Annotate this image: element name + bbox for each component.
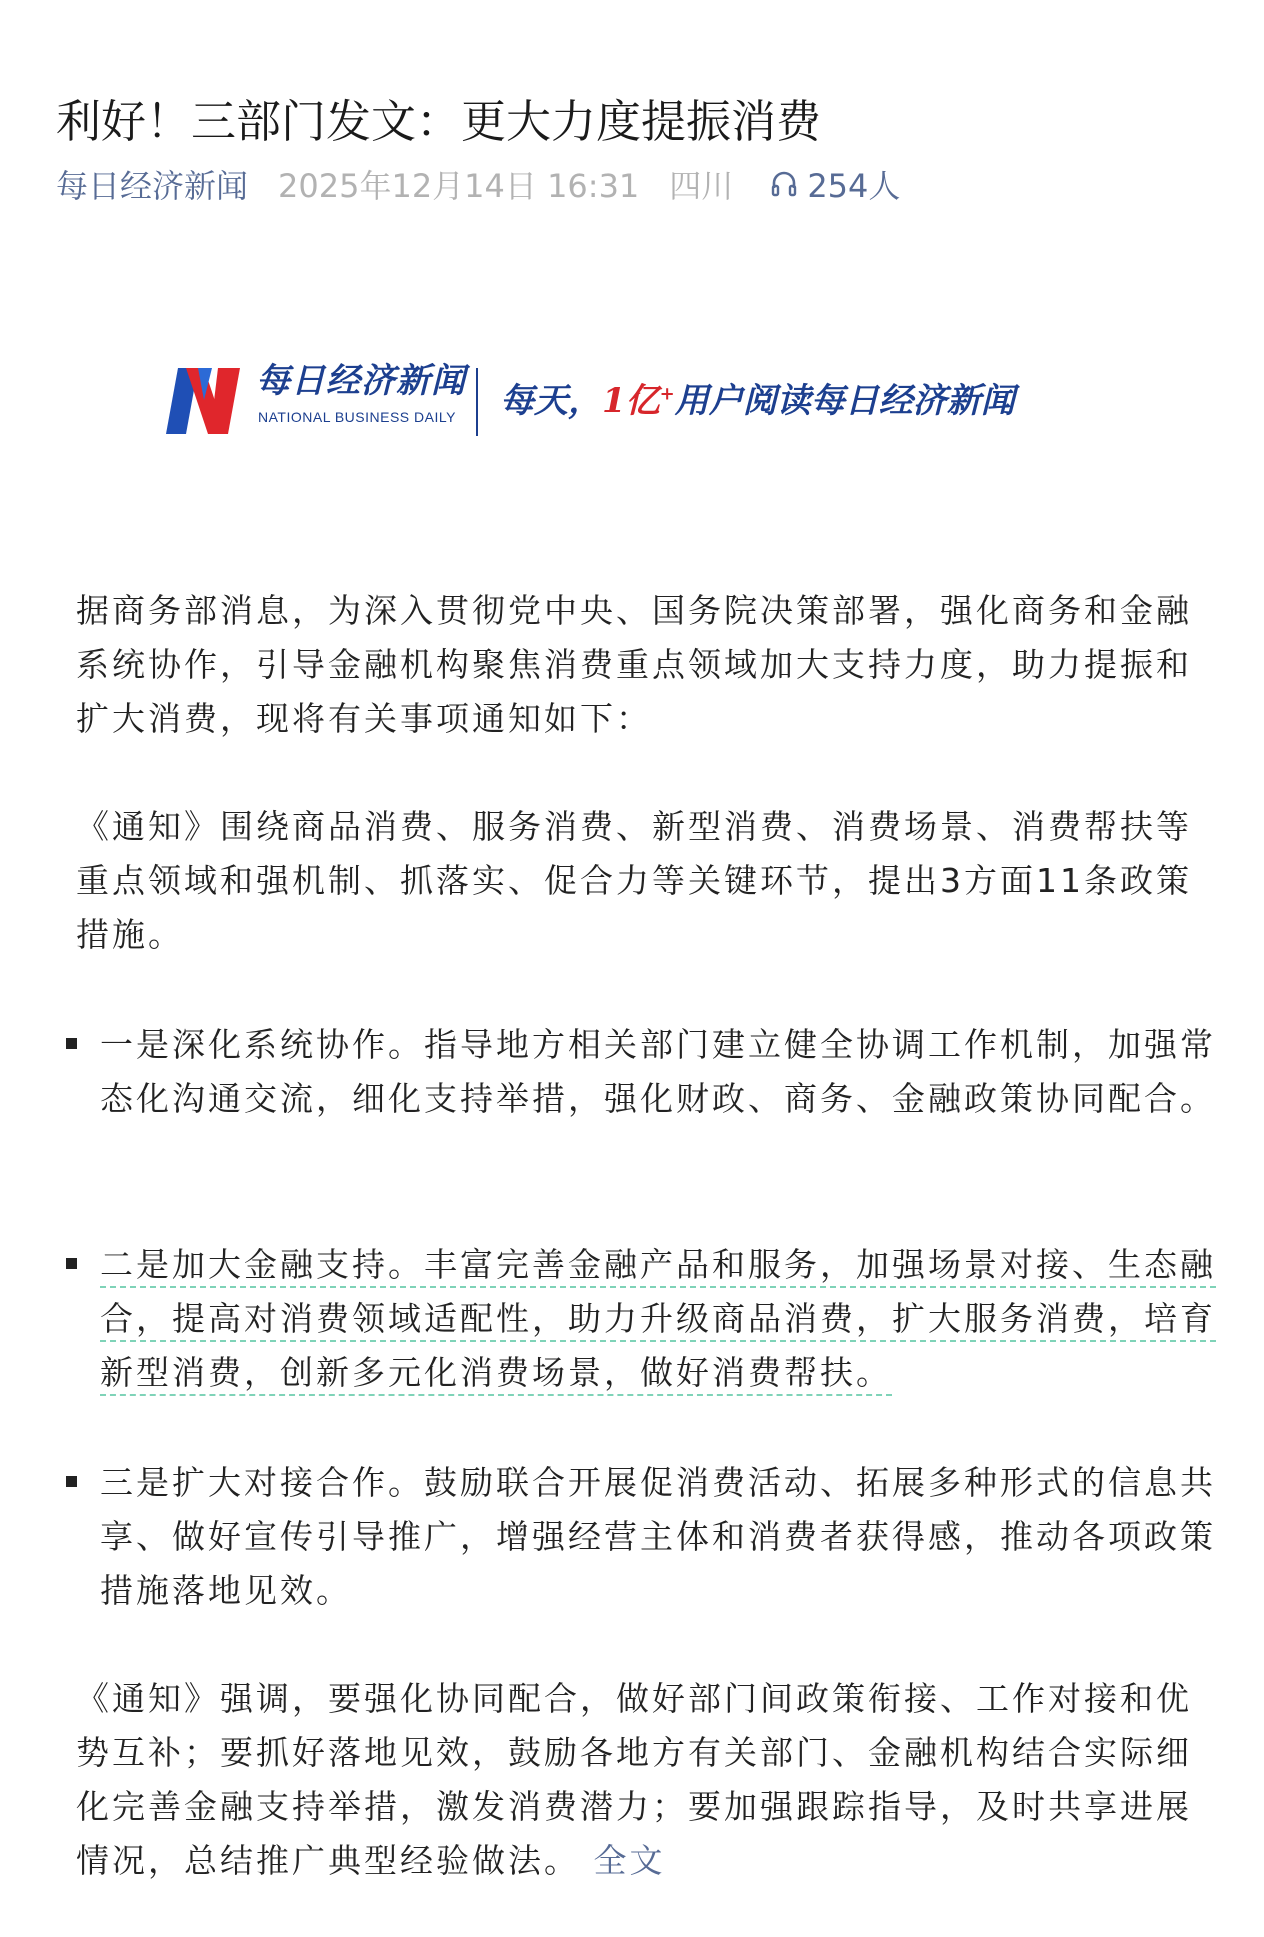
summary-paragraph: 《通知》围绕商品消费、服务消费、新型消费、消费场景、消费帮扶等重点领域和强机制、抓落实、促合力等关键环节，提出3方面11条政策措施。 bbox=[76, 807, 1192, 954]
article-meta bbox=[56, 160, 900, 208]
brand-name-en: NATIONAL BUSINESS DAILY bbox=[258, 409, 456, 425]
full-text-link[interactable]: 全文 bbox=[593, 1841, 666, 1880]
publish-datetime: 2025年12月14日 16:31 bbox=[278, 167, 640, 205]
conclusion-paragraph bbox=[76, 1672, 1196, 1888]
listen-count: 254人 bbox=[807, 167, 901, 205]
nbd-banner bbox=[160, 356, 1110, 456]
bullet-text-2[interactable] bbox=[100, 1238, 1216, 1400]
bullet-text-3: 三是扩大对接合作。鼓励联合开展促消费活动、拓展多种形式的信息共享、做好宣传引导推广，增强经营主体和消费者获得感，推动各项政策措施落地见效。 bbox=[100, 1463, 1216, 1610]
nbd-logo-icon bbox=[160, 360, 252, 442]
conclusion-text: 《通知》强调，要强化协同配合，做好部门间政策衔接、工作对接和优势互补；要抓好落地见效，鼓励各地方有关部门、金融机构结合实际细化完善金融支持举措，激发消费潜力；要加强跟踪指导，及时共享进展情况，总结推广典型经验做法。 bbox=[76, 1679, 1192, 1880]
article-title: 利好！三部门发文：更大力度提振消费 bbox=[56, 95, 822, 149]
slogan-suffix: 用户阅读每日经济新闻 bbox=[674, 381, 1015, 421]
square-bullet-icon bbox=[66, 1258, 77, 1269]
intro-paragraph: 据商务部消息，为深入贯彻党中央、国务院决策部署，强化商务和金融系统协作，引导金融机构聚焦消费重点领域加大支持力度，助力提振和扩大消费，现将有关事项通知如下： bbox=[76, 591, 1192, 738]
slogan-highlight: 1亿 bbox=[602, 381, 660, 421]
banner-slogan bbox=[500, 378, 1015, 424]
headphones-icon bbox=[771, 170, 797, 198]
square-bullet-icon bbox=[66, 1038, 77, 1049]
highlighted-comment-text[interactable]: 二是加大金融支持。丰富完善金融产品和服务，加强场景对接、生态融合，提高对消费领域适配性，助力升级商品消费，扩大服务消费，培育新型消费，创新多元化消费场景，做好消费帮扶。 bbox=[100, 1245, 1216, 1392]
slogan-prefix: 每天， bbox=[500, 381, 602, 421]
brand-name-cn: 每日经济新闻 bbox=[256, 361, 466, 401]
square-bullet-icon bbox=[66, 1476, 77, 1487]
source-account-link[interactable]: 每日经济新闻 bbox=[56, 167, 249, 205]
bullet-text-1: 一是深化系统协作。指导地方相关部门建立健全协调工作机制，加强常态化沟通交流，细化支持举措，强化财政、商务、金融政策协同配合。 bbox=[100, 1025, 1216, 1118]
banner-divider bbox=[476, 368, 478, 436]
slogan-plus: + bbox=[659, 383, 675, 405]
listen-button[interactable] bbox=[771, 161, 900, 207]
publish-region: 四川 bbox=[669, 167, 734, 205]
